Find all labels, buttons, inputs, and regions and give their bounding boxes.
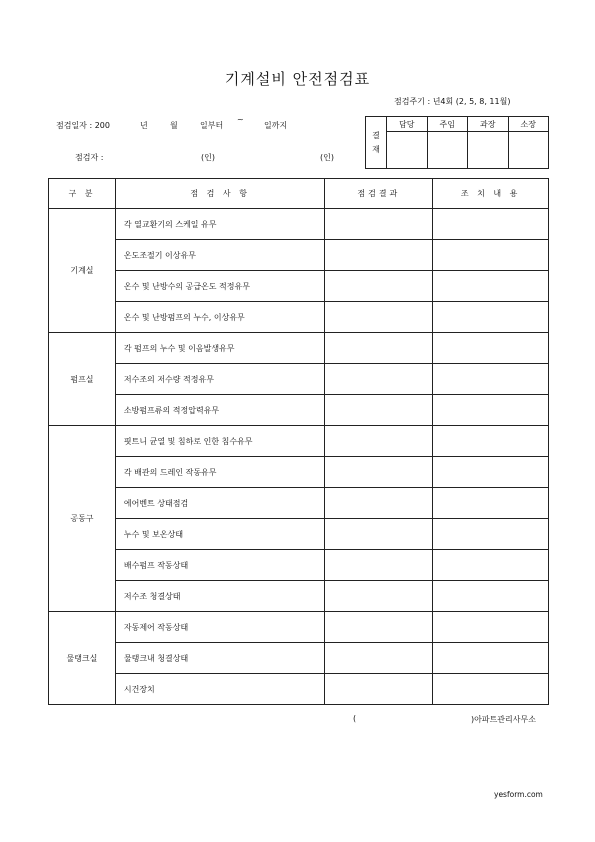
office-name: )아파트관리사무소 [471,715,536,724]
source-credit: yesform.com [494,790,543,799]
approval-sign-director[interactable] [508,132,549,169]
approval-sign-staff[interactable] [387,132,428,169]
approval-sign-manager[interactable] [468,132,509,169]
date-from: 일부터 [200,121,224,130]
check-item: 물탱크내 청결상태 [115,643,325,674]
category-machine-room: 기계실 [49,209,116,333]
table-row [49,240,549,271]
result-cell[interactable] [325,550,433,581]
table-row [49,364,549,395]
table-row [49,333,549,364]
result-cell[interactable] [325,612,433,643]
header-result: 점검결과 [325,179,433,209]
category-water-tank-room: 물탱크실 [49,612,116,705]
table-row [49,209,549,240]
check-item: 저수조의 저수량 적정유무 [115,364,325,395]
approval-table [365,116,549,169]
result-cell[interactable] [325,674,433,705]
action-cell[interactable] [433,302,549,333]
action-cell[interactable] [433,333,549,364]
result-cell[interactable] [325,240,433,271]
table-row [49,519,549,550]
result-cell[interactable] [325,581,433,612]
approval-sign-assistant-manager[interactable] [427,132,468,169]
check-item: 각 배관의 드레인 작동유무 [115,457,325,488]
check-item: 시건장치 [115,674,325,705]
result-cell[interactable] [325,271,433,302]
check-item: 온수 및 난방펌프의 누수, 이상유무 [115,302,325,333]
document-title: 기계설비 안전점검표 [224,70,371,88]
table-row [49,395,549,426]
check-item: 저수조 청결상태 [115,581,325,612]
table-row [49,302,549,333]
date-tilde: ~ [237,115,244,124]
result-cell[interactable] [325,426,433,457]
header-check-items: 점 검 사 항 [115,179,325,209]
result-cell[interactable] [325,395,433,426]
inspection-table [48,178,549,705]
check-item: 각 펌프의 누수 및 이음발생유무 [115,333,325,364]
action-cell[interactable] [433,209,549,240]
result-cell[interactable] [325,488,433,519]
result-cell[interactable] [325,333,433,364]
inspector-seal-1: (인) [201,153,215,162]
office-paren-open: ( [353,714,357,723]
table-row [49,612,549,643]
date-month: 월 [170,121,178,130]
check-item: 온도조절기 이상유무 [115,240,325,271]
action-cell[interactable] [433,643,549,674]
action-cell[interactable] [433,488,549,519]
action-cell[interactable] [433,519,549,550]
result-cell[interactable] [325,519,433,550]
action-cell[interactable] [433,271,549,302]
table-row [49,643,549,674]
table-row [49,457,549,488]
action-cell[interactable] [433,581,549,612]
check-item: 핏트니 균열 및 침하로 인한 침수유무 [115,426,325,457]
check-item: 에어벤트 상태점검 [115,488,325,519]
action-cell[interactable] [433,674,549,705]
date-year: 년 [140,121,148,130]
approval-header-staff: 담당 [387,117,428,132]
action-cell[interactable] [433,550,549,581]
header-action: 조 치 내 용 [433,179,549,209]
result-cell[interactable] [325,457,433,488]
table-row [49,674,549,705]
check-item: 각 열교환기의 스케일 유무 [115,209,325,240]
inspector-label: 점검자 : [75,153,104,162]
date-to: 일까지 [264,121,288,130]
result-cell[interactable] [325,302,433,333]
category-utility-tunnel: 공동구 [49,426,116,612]
table-row [49,271,549,302]
action-cell[interactable] [433,395,549,426]
result-cell[interactable] [325,643,433,674]
approval-header-manager: 과장 [468,117,509,132]
approval-header-director: 소장 [508,117,549,132]
inspector-seal-2: (인) [320,153,334,162]
category-pump-room: 펌프실 [49,333,116,426]
action-cell[interactable] [433,612,549,643]
action-cell[interactable] [433,240,549,271]
check-item: 소방펌프류의 적정압력유무 [115,395,325,426]
check-item: 배수펌프 작동상태 [115,550,325,581]
action-cell[interactable] [433,457,549,488]
action-cell[interactable] [433,426,549,457]
table-row [49,488,549,519]
header-category: 구 분 [49,179,116,209]
table-header-row [49,179,549,209]
approval-header-assistant-manager: 주임 [427,117,468,132]
table-row [49,550,549,581]
result-cell[interactable] [325,364,433,395]
approval-label: 결 재 [366,117,387,169]
check-item: 온수 및 난방수의 공급온도 적정유무 [115,271,325,302]
result-cell[interactable] [325,209,433,240]
check-item: 자동제어 작동상태 [115,612,325,643]
table-row [49,426,549,457]
check-item: 누수 및 보온상태 [115,519,325,550]
inspection-period: 점검주기 : 년4회 (2, 5, 8, 11월) [394,97,511,106]
date-label: 점검일자 : 200 [56,121,110,130]
table-row [49,581,549,612]
action-cell[interactable] [433,364,549,395]
